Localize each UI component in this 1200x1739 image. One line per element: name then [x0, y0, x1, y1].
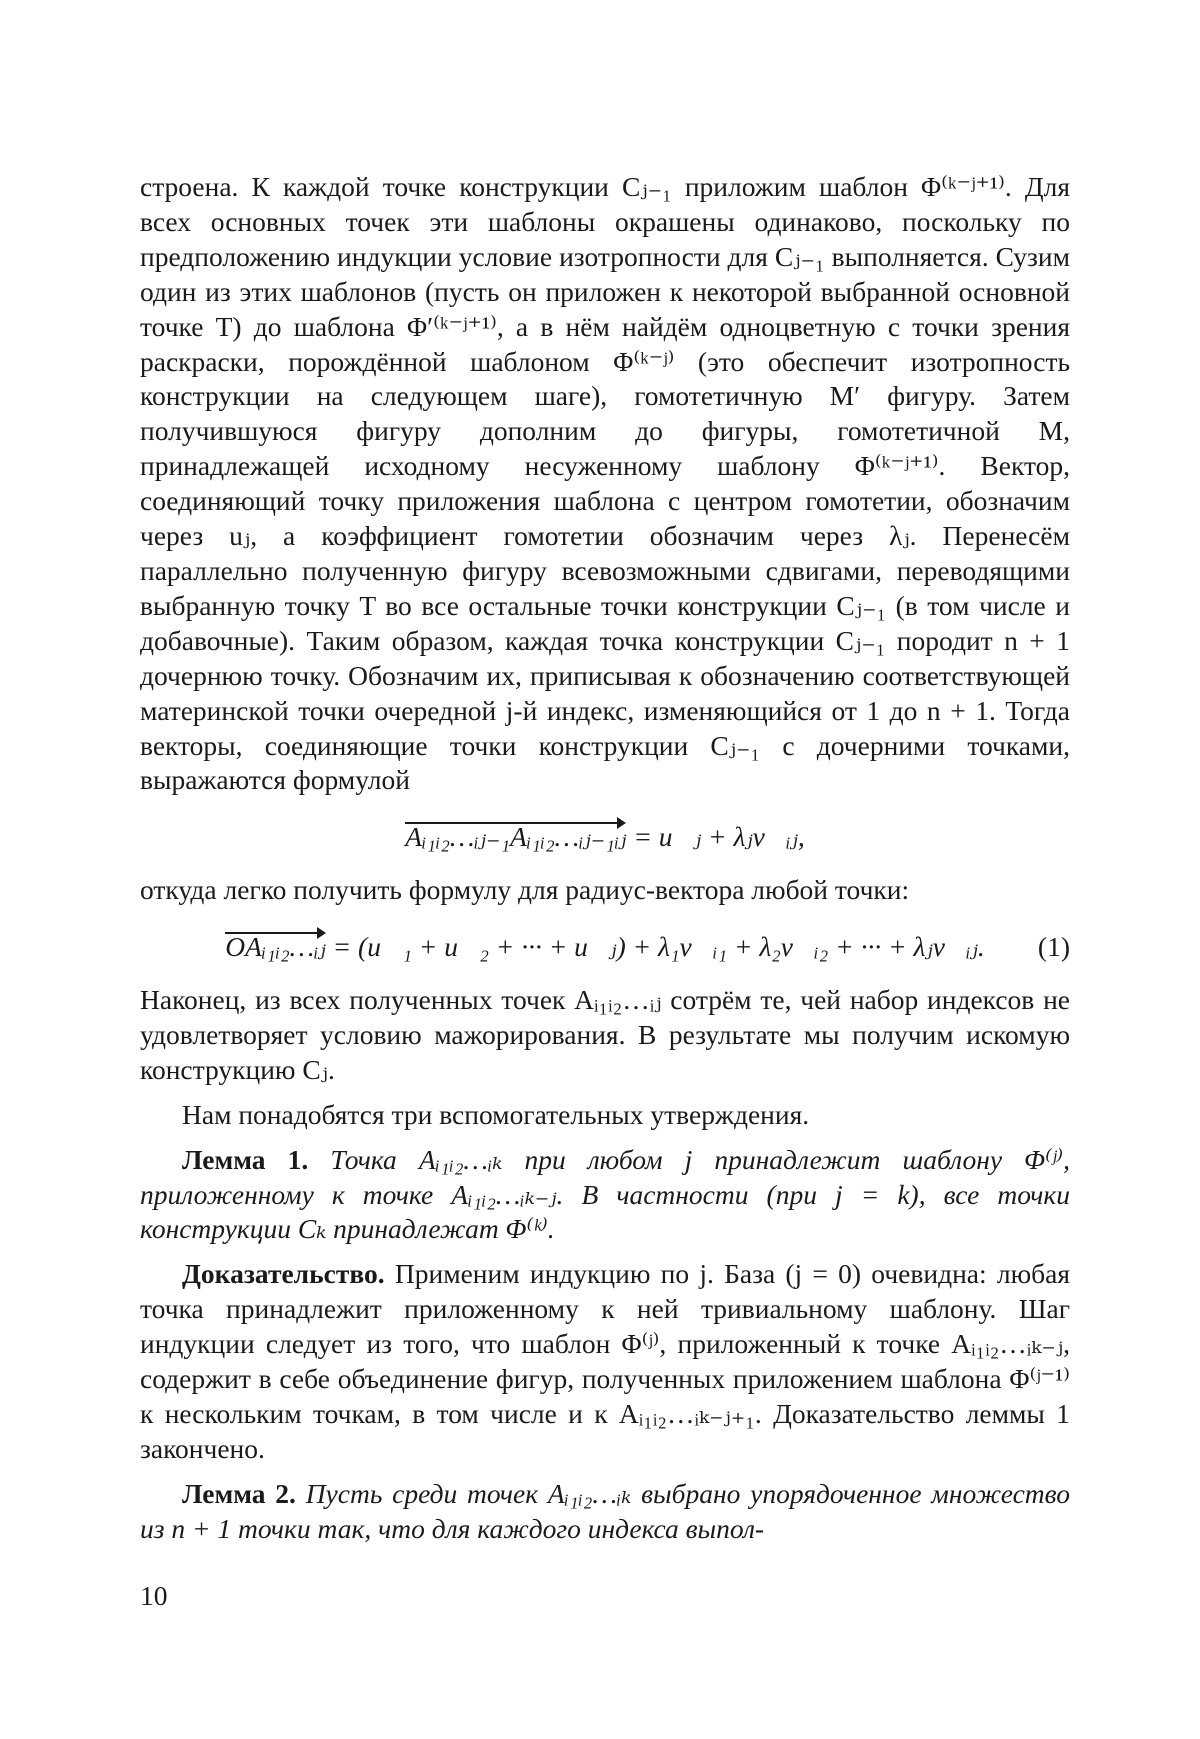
paragraph-auxiliary: Нам понадобятся три вспомогательных утверждения. [140, 1098, 1070, 1133]
paragraph-erase-points: Наконец, из всех полученных точек Aᵢ₁ᵢ₂…ᵢⱼ сотрём те, чей набор индексов не удовлетворяет условию мажорирования. В результате мы получим искомую конструкцию Cⱼ. [140, 983, 1070, 1088]
page-body [140, 170, 1070, 1547]
lemma-2 [140, 1477, 1070, 1547]
lemma-1 [140, 1143, 1070, 1248]
lemma-1-text: Точка Aᵢ₁ᵢ₂…ᵢₖ при любом j принадлежит шаблону Φ⁽ʲ⁾, приложенному к точке Aᵢ₁ᵢ₂…ᵢₖ₋ⱼ. В частности (при j = k), все точки конструкции Cₖ принадлежат Φ⁽ᵏ⁾. [140, 1144, 1070, 1245]
equation-radius-lhs: OAᵢ₁ᵢ₂…ᵢⱼ [225, 930, 326, 965]
lemma-2-title: Лемма 2. [182, 1478, 296, 1509]
lemma-1-title: Лемма 1. [182, 1144, 308, 1175]
paragraph-construction: строена. К каждой точке конструкции Cⱼ₋₁ приложим шаблон Φ⁽ᵏ⁻ʲ⁺¹⁾. Для всех основных точек эти шаблоны окрашены одинаково, поскольку по предположению индукции условие изотропности для Cⱼ₋₁ выполняется. Сузим один из этих шаблонов (пусть он приложен к некоторой выбранной основной точке T) до шаблона Φ′⁽ᵏ⁻ʲ⁺¹⁾, а в нём найдём одноцветную с точки зрения раскраски, порождённой шаблоном Φ⁽ᵏ⁻ʲ⁾ (это обеспечит изотропность конструкции на следующем шаге), гомотетичную M′ фигуру. Затем получившуюся фигуру дополним до фигуры, гомотетичной M, принадлежащей исходному несуженному шаблону Φ⁽ᵏ⁻ʲ⁺¹⁾. Вектор, соединяющий точку приложения шаблона с центром гомотетии, обозначим через uⱼ, а коэффициент гомотетии обозначим через λⱼ. Перенесём параллельно полученную фигуру всевозможными сдвигами, переводящими выбранную точку T во все остальные точки конструкции Cⱼ₋₁ (в том числе и добавочные). Таким образом, каждая точка конструкции Cⱼ₋₁ породит n + 1 дочернюю точку. Обозначим их, приписывая к обозначению соответствующей материнской точки очередной j-й индекс, изменяющийся от 1 до n + 1. Тогда векторы, соединяющие точки конструкции Cⱼ₋₁ с дочерними точками, выражаются формулой [140, 170, 1070, 798]
equation-vector-rhs: = u⃗ⱼ + λⱼv⃗ᵢⱼ, [626, 821, 804, 852]
proof-title: Доказательство. [182, 1258, 385, 1289]
equation-vector-lhs: Aᵢ₁ᵢ₂…ᵢⱼ₋₁Aᵢ₁ᵢ₂…ᵢⱼ₋₁ᵢⱼ [405, 820, 626, 855]
proof-text: Применим индукцию по j. База (j = 0) очевидна: любая точка принадлежит приложенному к ней тривиальному шаблону. Шаг индукции следует из того, что шаблон Φ⁽ʲ⁾, приложенный к точке Aᵢ₁ᵢ₂…ᵢₖ₋ⱼ, содержит в себе объединение фигур, полученных приложением шаблона Φ⁽ʲ⁻¹⁾ к нескольким точкам, в том числе и к Aᵢ₁ᵢ₂…ᵢₖ₋ⱼ₊₁. Доказательство леммы 1 закончено. [140, 1258, 1070, 1464]
lemma-2-text: Пусть среди точек Aᵢ₁ᵢ₂…ᵢₖ выбрано упорядоченное множество из n + 1 точки так, что для каждого индекса выпол- [140, 1478, 1070, 1544]
page-number: 10 [140, 1580, 168, 1612]
equation-vector [140, 820, 1070, 855]
equation-radius-rhs: = (u⃗₁ + u⃗₂ + ··· + u⃗ⱼ) + λ₁v⃗ᵢ₁ + λ₂v⃗ᵢ₂ + ··· + λⱼv⃗ᵢⱼ. [326, 931, 985, 962]
paragraph-radius-vector-intro: откуда легко получить формулу для радиус-вектора любой точки: [140, 873, 1070, 908]
equation-number: (1) [1038, 930, 1070, 965]
equation-radius-vector [140, 930, 1070, 965]
proof-lemma-1 [140, 1257, 1070, 1466]
